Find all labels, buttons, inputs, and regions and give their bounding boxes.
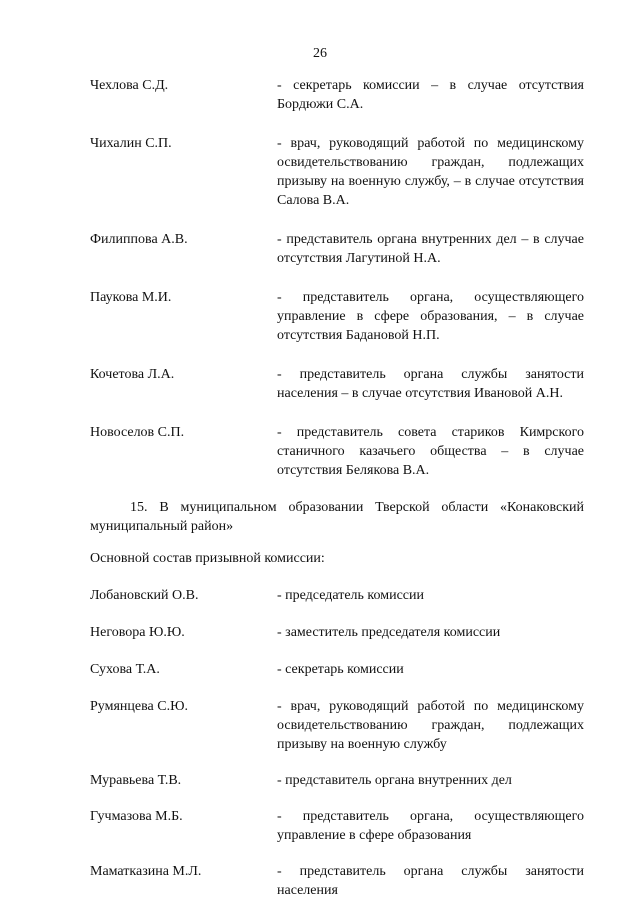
- member-role: - представитель совета стариков Кимрского станичного казачьего общества – в случае отсутствия Белякова В.А.: [277, 425, 584, 478]
- list-item: [90, 288, 584, 345]
- member-role: - председатель комиссии: [277, 588, 424, 603]
- document-content: [90, 76, 584, 900]
- list-item: [90, 134, 584, 210]
- list-item: [90, 771, 584, 790]
- member-name: Лобановский О.В.: [90, 588, 199, 603]
- member-role: - врач, руководящий работой по медицинскому освидетельствованию граждан, подлежащих призыву на военную службу: [277, 699, 584, 752]
- section-heading: 15. В муниципальном образовании Тверской области «Конаковский муниципальный район»: [90, 500, 584, 534]
- list-item: [90, 586, 584, 605]
- page-number: 26: [313, 46, 327, 61]
- member-name: Кочетова Л.А.: [90, 367, 175, 382]
- member-name: Чихалин С.П.: [90, 136, 172, 151]
- member-name: Новоселов С.П.: [90, 425, 185, 440]
- member-name: Маматказина М.Л.: [90, 864, 202, 879]
- member-name: Чехлова С.Д.: [90, 78, 169, 93]
- list-item: [90, 365, 584, 403]
- list-item: [90, 862, 584, 900]
- list-item: [90, 660, 584, 679]
- member-name: Филиппова А.В.: [90, 232, 188, 247]
- member-role: - представитель органа, осуществляющего управление в сфере образования, – в случае отсутствия Бадановой Н.П.: [277, 290, 584, 343]
- member-name: Румянцева С.Ю.: [90, 699, 188, 714]
- composition-heading: Основной состав призывной комиссии:: [90, 551, 325, 566]
- member-role: - представитель органа службы занятости населения: [277, 864, 584, 898]
- member-role: - заместитель председателя комиссии: [277, 625, 501, 640]
- member-role: - секретарь комиссии: [277, 662, 404, 677]
- list-item: [90, 697, 584, 754]
- member-name: Муравьева Т.В.: [90, 773, 182, 788]
- member-name: Паукова М.И.: [90, 290, 172, 305]
- list-item: [90, 76, 584, 114]
- list-item: [90, 423, 584, 480]
- member-name: Гучмазова М.Б.: [90, 809, 183, 824]
- member-role: - секретарь комиссии – в случае отсутствия Бордюжи С.А.: [277, 78, 584, 112]
- member-role: - представитель органа внутренних дел – в случае отсутствия Лагутиной Н.А.: [277, 232, 584, 266]
- member-name: Сухова Т.А.: [90, 662, 160, 677]
- member-role: - представитель органа, осуществляющего управление в сфере образования: [277, 809, 584, 843]
- list-item: [90, 230, 584, 268]
- list-item: [90, 623, 584, 642]
- member-name: Неговора Ю.Ю.: [90, 625, 185, 640]
- member-role: - представитель органа внутренних дел: [277, 773, 512, 788]
- member-role: - врач, руководящий работой по медицинскому освидетельствованию граждан, подлежащих призыву на военную службу, – в случае отсутствия Салова В.А.: [277, 136, 584, 208]
- member-role: - представитель органа службы занятости населения – в случае отсутствия Ивановой А.Н.: [277, 367, 584, 401]
- list-item: [90, 807, 584, 845]
